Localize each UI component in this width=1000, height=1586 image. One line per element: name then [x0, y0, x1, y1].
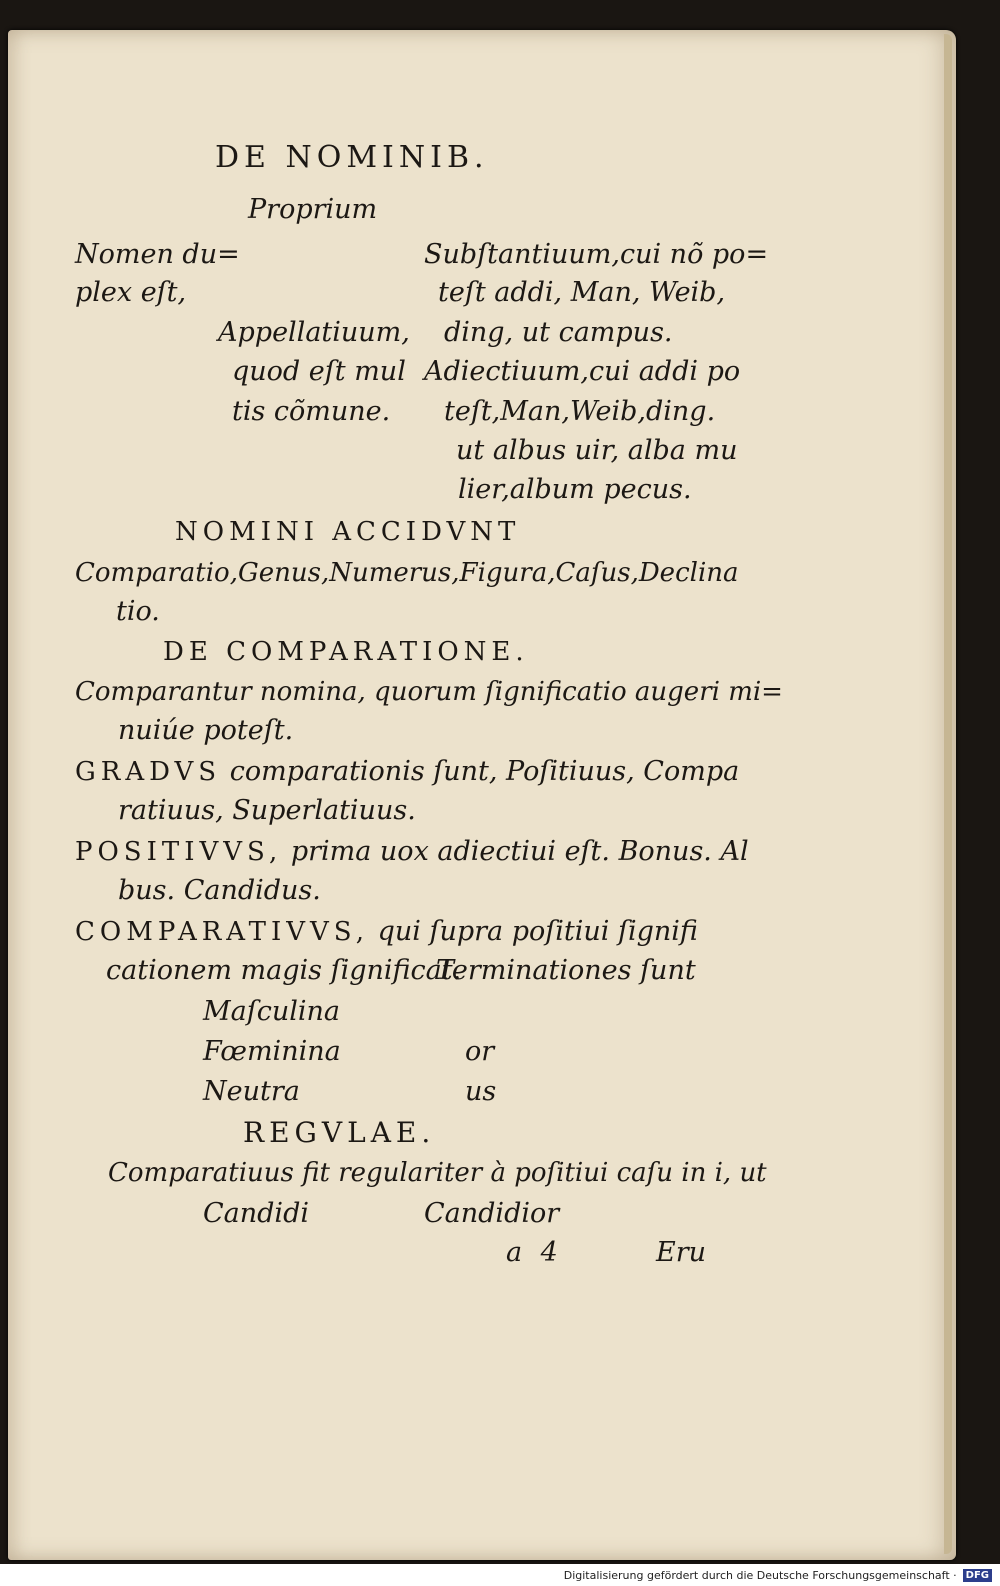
comparativus-line2: cationem magis ſignificat. — [106, 955, 462, 986]
gender-masculina: Maſculina — [203, 996, 341, 1027]
regulae-line1: Comparatiuus fit regulariter à poſitiui caſu in i, ut — [108, 1158, 767, 1188]
gender-foeminina: Fœminina — [203, 1036, 341, 1067]
signature-mark: a 4 — [506, 1237, 558, 1268]
adiectivum-line3: ut albus uir, alba mu — [456, 435, 738, 466]
regulae-heading: REGVLAE. — [243, 1116, 436, 1149]
comparantur-line1: Comparantur nomina, quorum ſignificatio augeri mi= — [75, 677, 783, 707]
gradus-caps: GRADVS — [75, 757, 222, 787]
page-header: DE NOMINIB. — [215, 140, 489, 175]
ending-or: or — [465, 1036, 495, 1067]
gender-neutra: Neutra — [203, 1076, 300, 1107]
ending-us: us — [465, 1076, 497, 1107]
gradus-line1 — [75, 754, 739, 790]
substantivum-line3: ding, ut campus. — [444, 317, 673, 348]
appellativum-line1: Appellatiuum, — [218, 317, 410, 348]
appellativum-line3: tis cõmune. — [232, 396, 391, 427]
proprium-label: Proprium — [248, 194, 378, 225]
adiectivum-line1: Adiectiuum,cui addi po — [424, 356, 741, 387]
dfg-logo: DFG — [963, 1569, 992, 1582]
positivus-line1 — [75, 834, 749, 870]
comparativus-text: qui ſupra poſitiui ſignifi — [377, 916, 698, 947]
positivus-line2: bus. Candidus. — [118, 875, 321, 906]
nomen-duplex-line2: plex eſt, — [75, 277, 187, 308]
terminationes-label: Terminationes ſunt — [436, 955, 696, 986]
accidunt-line1: Comparatio,Genus,Numerus,Figura,Caſus,Declina — [75, 558, 739, 588]
page-edge — [944, 34, 952, 1554]
substantivum-line2: teſt addi, Man, Weib, — [438, 277, 726, 308]
substantivum-line1: Subſtantiuum,cui nõ po= — [424, 239, 769, 270]
positivus-caps: POSITIVVS, — [75, 837, 283, 867]
comparatione-heading: DE COMPARATIONE. — [163, 637, 529, 667]
accidunt-line2: tio. — [116, 596, 160, 627]
adiectivum-line4: lier,album pecus. — [458, 474, 692, 505]
adiectivum-line2: teſt,Man,Weib,ding. — [444, 396, 716, 427]
catchword: Eru — [656, 1237, 707, 1268]
gradus-text: comparationis ſunt, Poſitiuus, Compa — [229, 756, 740, 787]
nomen-duplex-line1: Nomen du= — [75, 239, 240, 270]
footer-text: Digitalisierung gefördert durch die Deutsche Forschungsgemeinschaft · — [563, 1568, 957, 1582]
example-positive: Candidi — [203, 1198, 309, 1229]
comparativus-caps: COMPARATIVVS, — [75, 917, 369, 947]
appellativum-line2: quod eſt mul — [232, 356, 406, 387]
accidunt-heading: NOMINI ACCIDVNT — [175, 517, 521, 547]
digitization-footer — [0, 1564, 1000, 1586]
example-comparative: Candidior — [424, 1198, 560, 1229]
positivus-text: prima uox adiectiui eſt. Bonus. Al — [290, 836, 749, 867]
comparantur-line2: nuiúe poteſt. — [118, 715, 294, 746]
comparativus-line1 — [75, 914, 698, 950]
gradus-line2: ratiuus, Superlatiuus. — [118, 795, 416, 826]
